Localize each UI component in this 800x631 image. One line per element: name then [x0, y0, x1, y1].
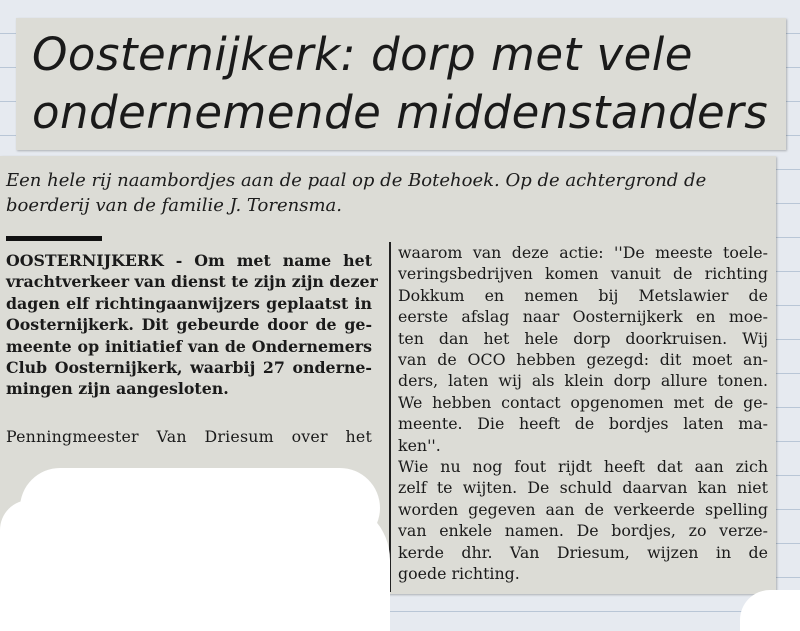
- text-line: eerste afslag naar Oosternijkerk en moe-: [398, 307, 768, 327]
- text-line: dagen elf richtingaanwijzers geplaatst in: [6, 293, 372, 313]
- headline: [32, 26, 768, 142]
- text-line: OOSTERNIJKERK - Om met name het: [6, 251, 372, 270]
- text-line: Club Oosternijkerk, waarbij 27 onderne-: [6, 358, 372, 378]
- text-line: mingen zijn aangesloten.: [6, 379, 229, 399]
- text-line: ders, laten wij als klein dorp allure tonen.: [398, 371, 768, 391]
- text-line: We hebben contact opgenomen met de ge-: [398, 392, 768, 412]
- text-line: Oosternijkerk. Dit gebeurde door de ge-: [6, 315, 372, 335]
- text-line: ken''.: [398, 435, 441, 455]
- text-line: Wie nu nog fout rijdt heeft dat aan zich: [398, 457, 768, 477]
- headline-line-2: ondernemende middenstanders: [32, 86, 769, 139]
- caption-line-2: boerderij van de familie J. Torensma.: [6, 195, 342, 216]
- text-line: Penningmeester Van Driesum over het: [6, 427, 372, 446]
- text-line: meente. Die heeft de bordjes laten ma-: [398, 414, 768, 434]
- body-left-paragraph: [6, 426, 372, 447]
- text-line: kerde dhr. Van Driesum, wijzen in de: [398, 542, 768, 562]
- redaction-blot: [0, 500, 390, 631]
- text-line: waarom van deze actie: ''De meeste toele-: [398, 243, 768, 262]
- text-line: zelf te wijten. De schuld daarvan kan niet: [398, 478, 768, 498]
- body-right-column: [398, 242, 768, 585]
- text-line: Dokkum en nemen bij Metslawier de: [398, 285, 768, 305]
- text-line: veringsbedrijven komen vanuit de richting: [398, 264, 768, 284]
- caption-line-1: Een hele rij naambordjes aan de paal op de Botehoek. Op de achtergrond de: [6, 170, 707, 191]
- column-divider: [389, 242, 391, 592]
- text-line: van de OCO hebben gezegd: dit moet an-: [398, 350, 768, 370]
- headline-line-1: Oosternijkerk: dorp met vele: [32, 28, 693, 81]
- intro-paragraph: [6, 250, 378, 400]
- headline-clipping: [16, 18, 786, 150]
- text-line: vrachtverkeer van dienst te zijn zijn dezer: [6, 272, 378, 292]
- text-line: ten dan het hele dorp doorkruisen. Wij: [398, 328, 768, 348]
- text-line: meente op initiatief van de Ondernemers: [6, 336, 372, 356]
- text-line: goede richting.: [398, 564, 520, 584]
- byline-rule: [6, 236, 102, 241]
- photo-caption: [6, 168, 772, 218]
- text-line: worden gegeven aan de verkeerde spelling: [398, 499, 768, 519]
- text-line: van enkele namen. De bordjes, zo verze-: [398, 521, 768, 541]
